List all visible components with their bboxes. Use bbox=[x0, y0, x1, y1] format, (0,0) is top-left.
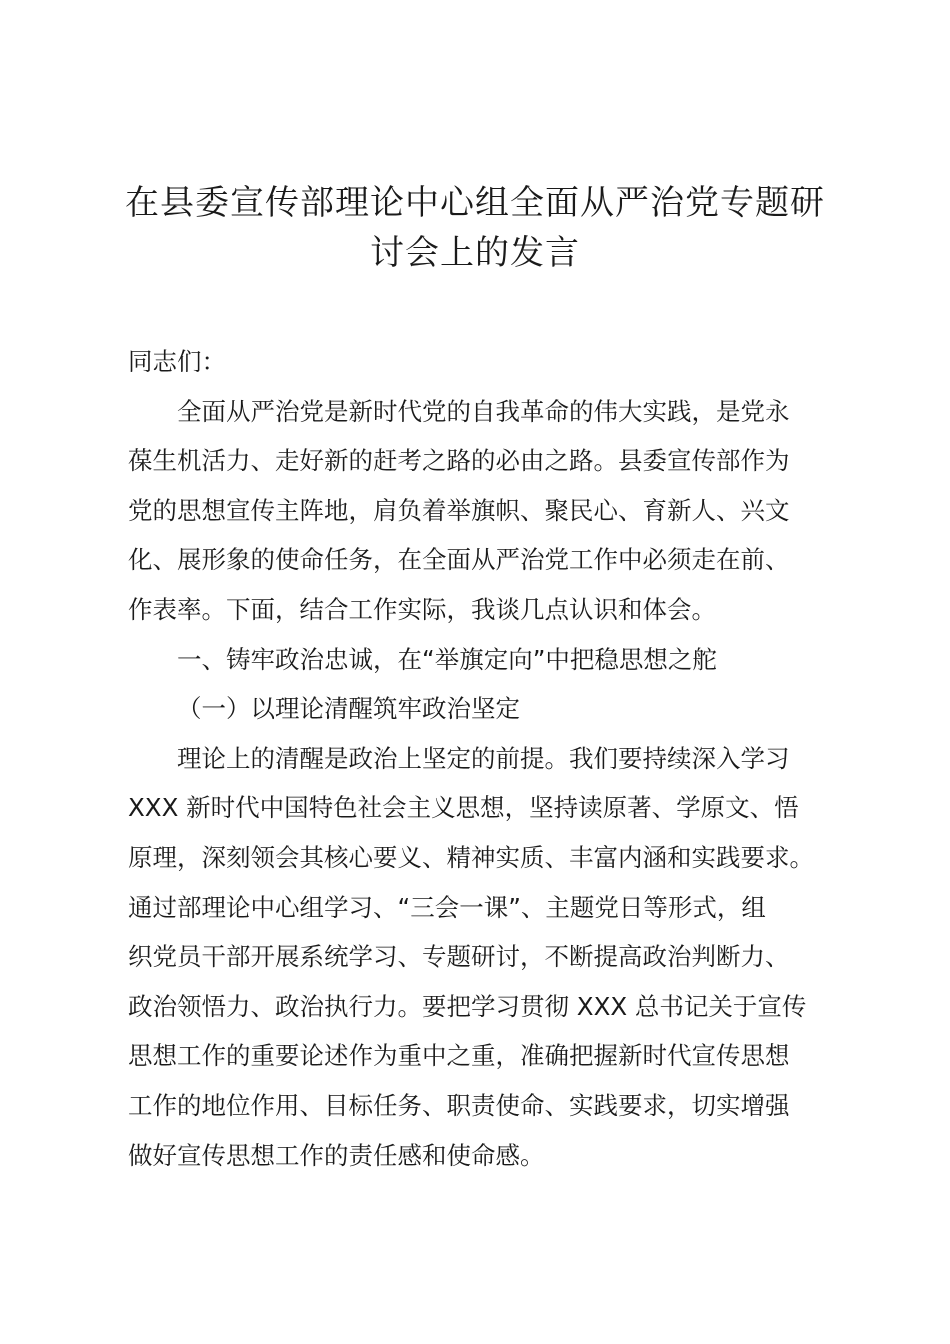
body-line: 理论上的清醒是政治上坚定的前提。我们要持续深入学习 bbox=[177, 743, 790, 773]
body-line: 做好宣传思想工作的责任感和使命感。 bbox=[128, 1140, 545, 1170]
body-line: 思想工作的重要论述作为重中之重，准确把握新时代宣传思想 bbox=[128, 1041, 790, 1071]
section-heading: 一、铸牢政治忠诚，在“举旗定向”中把稳思想之舵 bbox=[177, 644, 717, 674]
body-line: 织党员干部开展系统学习、专题研讨，不断提高政治判断力、 bbox=[128, 942, 790, 972]
body-line: 政治领悟力、政治执行力。要把学习贯彻 XXX 总书记关于宣传 bbox=[128, 991, 807, 1021]
body-line: 通过部理论中心组学习、“三会一课”、主题党日等形式，组 bbox=[128, 892, 766, 922]
intro-paragraph bbox=[128, 387, 838, 635]
intro-line: 全面从严治党是新时代党的自我革命的伟大实践，是党永 bbox=[177, 396, 790, 426]
title-line-2: 讨会上的发言 bbox=[370, 233, 580, 273]
subsection-heading: （一）以理论清醒筑牢政治坚定 bbox=[177, 694, 520, 724]
body-paragraph bbox=[128, 734, 838, 1180]
body-line: 原理，深刻领会其核心要义、精神实质、丰富内涵和实践要求。 bbox=[128, 842, 814, 872]
body-line: 工作的地位作用、目标任务、职责使命、实践要求，切实增强 bbox=[128, 1090, 790, 1120]
title-line-1: 在县委宣传部理论中心组全面从严治党专题研 bbox=[125, 183, 825, 223]
intro-line: 化、展形象的使命任务，在全面从严治党工作中必须走在前、 bbox=[128, 545, 790, 575]
body-line: XXX 新时代中国特色社会主义思想，坚持读原著、学原文、悟 bbox=[128, 793, 799, 823]
intro-line: 葆生机活力、走好新的赶考之路的必由之路。县委宣传部作为 bbox=[128, 446, 790, 476]
document-body bbox=[128, 337, 838, 1180]
intro-line: 作表率。下面，结合工作实际，我谈几点认识和体会。 bbox=[128, 594, 716, 624]
document-title bbox=[100, 178, 850, 278]
intro-line: 党的思想宣传主阵地，肩负着举旗帜、聚民心、育新人、兴文 bbox=[128, 495, 790, 525]
salutation: 同志们： bbox=[128, 347, 226, 376]
